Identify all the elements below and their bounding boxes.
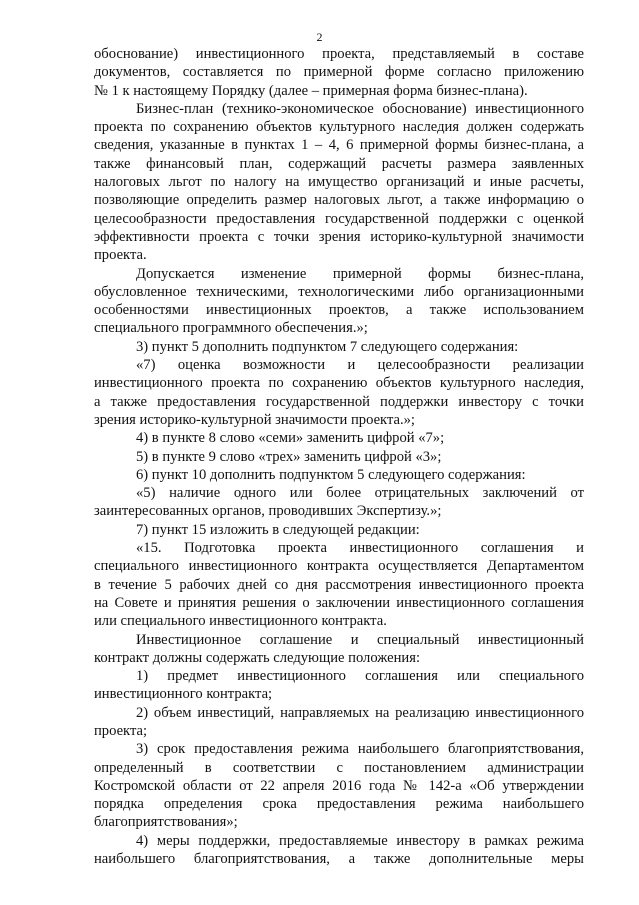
text-line: 4) меры поддержки, предоставляемые инвестору в рамках режима — [136, 832, 584, 849]
text-line: 4) в пункте 8 слово «семи» заменить цифрой «7»; — [136, 430, 445, 447]
text-line: позволяющие определить размер налоговых льгот, а также информацию о — [94, 192, 584, 209]
text-line: «15. Подготовка проекта инвестиционного соглашения и — [136, 540, 584, 557]
text-line: сведения, указанные в пунктах 1 – 4, 6 примерной формы бизнес-плана, а — [94, 137, 584, 154]
page-number: 2 — [316, 30, 323, 44]
text-line: 1) предмет инвестиционного соглашения или специального — [136, 668, 584, 685]
text-line: проекта; — [94, 722, 148, 739]
text-line: обусловленное техническими, технологическими либо организационными — [94, 283, 584, 300]
text-line: 3) пункт 5 дополнить подпунктом 7 следующего содержания: — [136, 338, 519, 355]
text-line: 7) пункт 15 изложить в следующей редакции: — [136, 521, 420, 538]
text-line: также финансовый план, содержащий расчеты размера заявленных — [94, 155, 584, 172]
text-line: благоприятствования»; — [94, 814, 238, 831]
text-line: Бизнес-план (технико-экономическое обоснование) инвестиционного — [136, 100, 584, 117]
text-line: эффективности проекта с точки зрения историко-культурной значимости — [94, 228, 584, 245]
text-line: «7) оценка возможности и целесообразности реализации — [136, 357, 584, 374]
text-line: обоснование) инвестиционного проекта, представляемый в составе — [94, 46, 584, 62]
text-line: наибольшего благоприятствования, а также дополнительные меры — [94, 851, 584, 868]
text-line: Костромской области от 22 апреля 2016 года № 142-а «Об утверждении — [94, 777, 584, 794]
text-line: заинтересованных органов, проводивших Экспертизу.»; — [94, 503, 442, 520]
text-line: специального программного обеспечения.»; — [94, 320, 368, 337]
text-line: № 1 к настоящему Порядку (далее – примерная форма бизнес-плана). — [94, 82, 528, 99]
text-line: контракт должны содержать следующие положения: — [94, 649, 421, 666]
text-line: зрения историко-культурной значимости проекта.»; — [94, 411, 415, 428]
text-line: целесообразности предоставления государственной поддержки с оценкой — [94, 210, 584, 227]
text-line: на Совете и принятия решения о заключении инвестиционного соглашения — [94, 594, 584, 611]
text-line: а также предоставления государственной поддержки инвестору с точки — [94, 393, 584, 410]
text-line: Инвестиционное соглашение и специальный инвестиционный — [136, 631, 584, 648]
text-line: проекта по сохранению объектов культурного наследия должен содержать — [94, 119, 584, 136]
text-line: порядка определения срока предоставления режима наибольшего — [94, 796, 584, 813]
text-line: налоговых льгот по налогу на имущество организаций и иные расчеты, — [94, 174, 584, 191]
text-line: специального инвестиционного контракта осуществляется Департаментом — [94, 558, 584, 575]
text-line: 6) пункт 10 дополнить подпунктом 5 следующего содержания: — [136, 466, 526, 483]
text-line: Допускается изменение примерной формы бизнес-плана, — [136, 265, 584, 282]
text-line: инвестиционного проекта по сохранению объектов культурного наследия, — [94, 375, 584, 392]
document-body — [94, 45, 584, 868]
text-line: определенный в соответствии с постановлением администрации — [94, 759, 584, 776]
text-line: проекта. — [94, 247, 147, 264]
text-line: документов, составляется по примерной форме согласно приложению — [94, 64, 584, 81]
text-line: особенностями инвестиционных проектов, а также использованием — [94, 302, 584, 319]
text-line: «5) наличие одного или более отрицательных заключений от — [136, 485, 584, 502]
text-line: 2) объем инвестиций, направляемых на реализацию инвестиционного — [136, 704, 584, 721]
text-line: инвестиционного контракта; — [94, 686, 273, 703]
text-line: 5) в пункте 9 слово «трех» заменить цифрой «3»; — [136, 448, 442, 465]
text-line: или специального инвестиционного контракта. — [94, 613, 387, 630]
text-line: 3) срок предоставления режима наибольшего благоприятствования, — [136, 741, 584, 758]
text-line: в течение 5 рабочих дней со дня рассмотрения инвестиционного проекта — [94, 576, 584, 593]
